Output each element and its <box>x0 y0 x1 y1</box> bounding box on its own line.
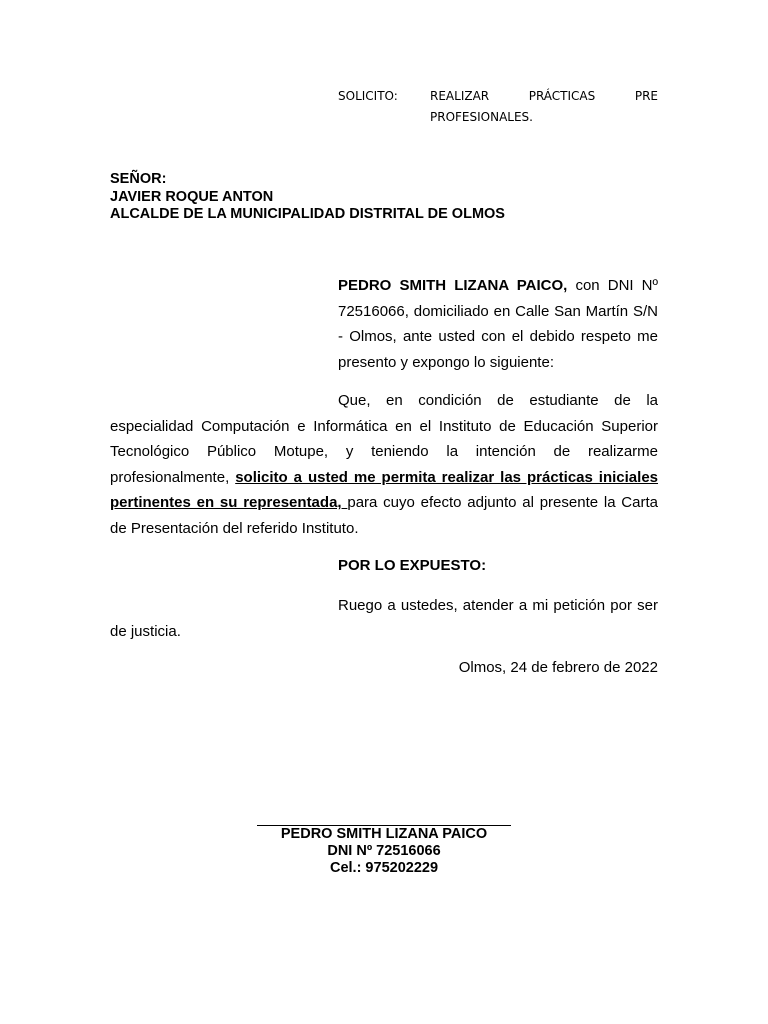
signature-block <box>234 826 534 877</box>
signer-phone: Cel.: 975202229 <box>329 860 439 876</box>
signer-dni: DNI Nº 72516066 <box>327 843 441 859</box>
subject-line-2: PROFESIONALES. <box>430 110 533 124</box>
addressee-block <box>110 171 505 224</box>
request-statement: solicito a usted me permita realizar las prácticas iniciales pertinentes en su representada, <box>110 468 659 511</box>
body-text-after: para cuyo efecto adjunto al presente la Carta de Presentación del referido Instituto. <box>110 494 658 537</box>
subject-label: SOLICITO: <box>338 89 398 103</box>
subject-word: PRE <box>634 89 658 103</box>
salutation: SEÑOR: <box>110 171 167 187</box>
intro-text: con DNI Nº 72516066, domiciliado en Calle San Martín S/N - Olmos, ante usted con el debido respeto me presento y expongo lo siguiente: <box>338 277 658 371</box>
addressee-position: ALCALDE DE LA MUNICIPALIDAD DISTRITAL DE OLMOS <box>110 206 505 222</box>
body-text-before: Que, en condición de estudiante de la especialidad Computación e Informática en el Instituto de Educación Superior Tecnológico Público Motupe, y teniendo la intención de realizarme profesionalmente, <box>110 392 658 486</box>
signer-name: PEDRO SMITH LIZANA PAICO <box>280 826 488 842</box>
subject-word: PRÁCTICAS <box>528 89 596 103</box>
intro-paragraph <box>338 273 658 375</box>
subject-word: REALIZAR <box>430 89 490 103</box>
subject-text <box>430 86 658 128</box>
closing-heading: POR LO EXPUESTO: <box>338 557 487 574</box>
applicant-name: PEDRO SMITH LIZANA PAICO, <box>338 277 568 294</box>
body-paragraph <box>110 388 658 541</box>
addressee-name: JAVIER ROQUE ANTON <box>110 188 274 205</box>
petition-paragraph: Ruego a ustedes, atender a mi petición por ser de justicia. <box>110 597 658 640</box>
subject-line-1 <box>430 86 658 107</box>
place-date: Olmos, 24 de febrero de 2022 <box>458 659 658 676</box>
